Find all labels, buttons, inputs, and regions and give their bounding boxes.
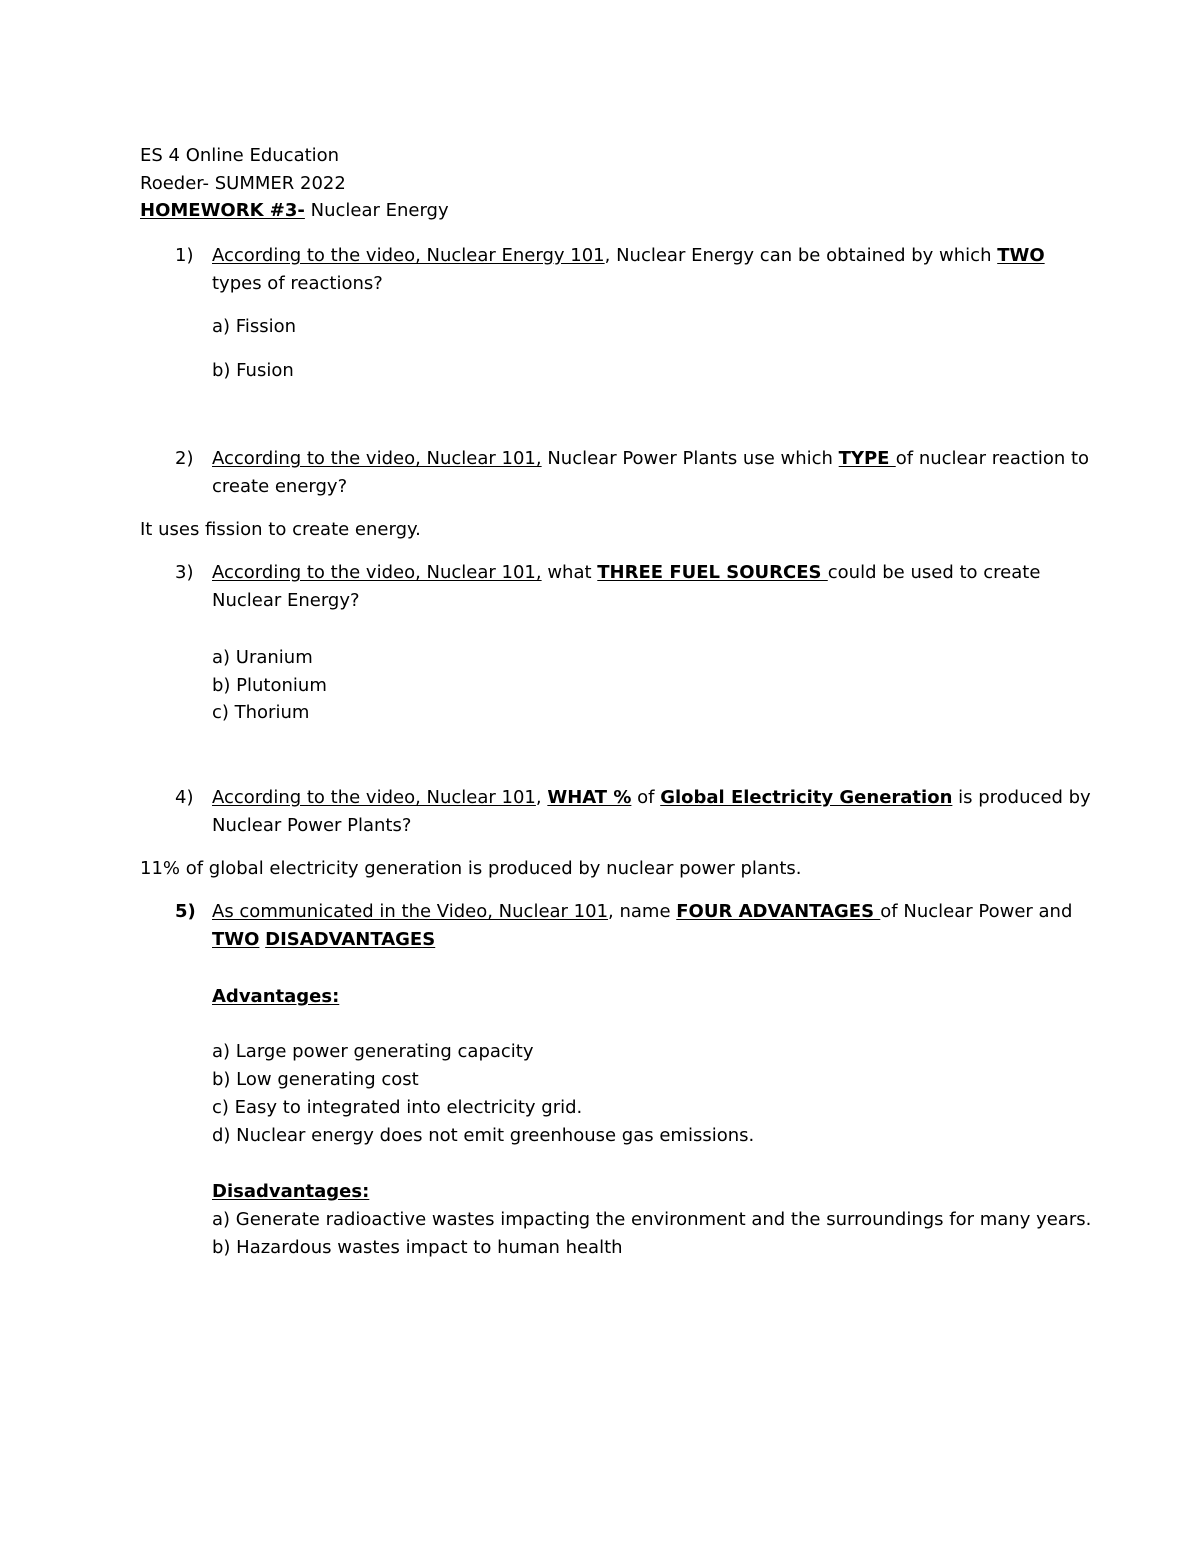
q2-number: 2) <box>175 448 194 469</box>
q4-number: 4) <box>175 787 194 808</box>
q3-answer: b) Plutonium <box>212 675 327 696</box>
homework-label: HOMEWORK #3- <box>140 200 305 221</box>
q5-text: As communicated in the Video, Nuclear 101, name FOUR ADVANTAGES of Nuclear Power and <box>212 901 1073 922</box>
q3-source: According to the video, Nuclear 101, <box>212 562 542 583</box>
q2-emphasis: TYPE <box>838 448 896 469</box>
q3-number: 3) <box>175 562 194 583</box>
q1-number: 1) <box>175 245 194 266</box>
q4-answer: 11% of global electricity generation is produced by nuclear power plants. <box>140 858 802 879</box>
advantages-heading: Advantages: <box>212 986 340 1007</box>
term-line: Roeder- SUMMER 2022 <box>140 173 346 194</box>
homework-topic: Nuclear Energy <box>304 200 449 221</box>
q3-text: According to the video, Nuclear 101, what THREE FUEL SOURCES could be used to create <box>212 562 1041 583</box>
q3-text-line2: Nuclear Energy? <box>212 590 360 611</box>
q5-emphasis: FOUR ADVANTAGES <box>676 901 881 922</box>
q5-number: 5) <box>175 901 196 922</box>
q4-text: According to the video, Nuclear 101, WHAT % of Global Electricity Generation is produced by <box>212 787 1091 808</box>
q2-source: According to the video, Nuclear 101, <box>212 448 542 469</box>
course-title: ES 4 Online Education <box>140 145 340 166</box>
q5-text-line2 <box>212 928 435 952</box>
q1-answer: b) Fusion <box>212 360 294 381</box>
q4-emphasis: WHAT % <box>547 787 632 808</box>
q1-text: According to the video, Nuclear Energy 101, Nuclear Energy can be obtained by which TWO <box>212 245 1045 266</box>
advantage-item: c) Easy to integrated into electricity grid. <box>212 1097 583 1118</box>
q1-answer: a) Fission <box>212 316 296 337</box>
q2-answer: It uses fission to create energy. <box>140 519 421 540</box>
q3-answer: c) Thorium <box>212 702 310 723</box>
q2-text-line2: create energy? <box>212 476 348 497</box>
q5-source: As communicated in the Video, Nuclear 101 <box>212 901 609 922</box>
q4-source: According to the video, Nuclear 101 <box>212 787 536 808</box>
advantage-item: b) Low generating cost <box>212 1069 419 1090</box>
q1-text-line2: types of reactions? <box>212 273 383 294</box>
homework-title <box>140 199 449 223</box>
q5-emphasis: TWO <box>212 929 260 950</box>
advantage-item: d) Nuclear energy does not emit greenhouse gas emissions. <box>212 1125 755 1146</box>
disadvantage-item: b) Hazardous wastes impact to human health <box>212 1237 623 1258</box>
advantage-item: a) Large power generating capacity <box>212 1041 534 1062</box>
q4-emphasis: Global Electricity Generation <box>660 787 953 808</box>
q2-text: According to the video, Nuclear 101, Nuclear Power Plants use which TYPE of nuclear reaction to <box>212 448 1090 469</box>
q3-answer: a) Uranium <box>212 647 313 668</box>
q4-text-line2: Nuclear Power Plants? <box>212 815 412 836</box>
disadvantages-heading: Disadvantages: <box>212 1181 370 1202</box>
q1-emphasis: TWO <box>997 245 1045 266</box>
q3-emphasis: THREE FUEL SOURCES <box>597 562 828 583</box>
disadvantage-item: a) Generate radioactive wastes impacting the environment and the surroundings for many years. <box>212 1209 1092 1230</box>
q5-emphasis: DISADVANTAGES <box>265 929 436 950</box>
q1-source: According to the video, Nuclear Energy 101 <box>212 245 605 266</box>
